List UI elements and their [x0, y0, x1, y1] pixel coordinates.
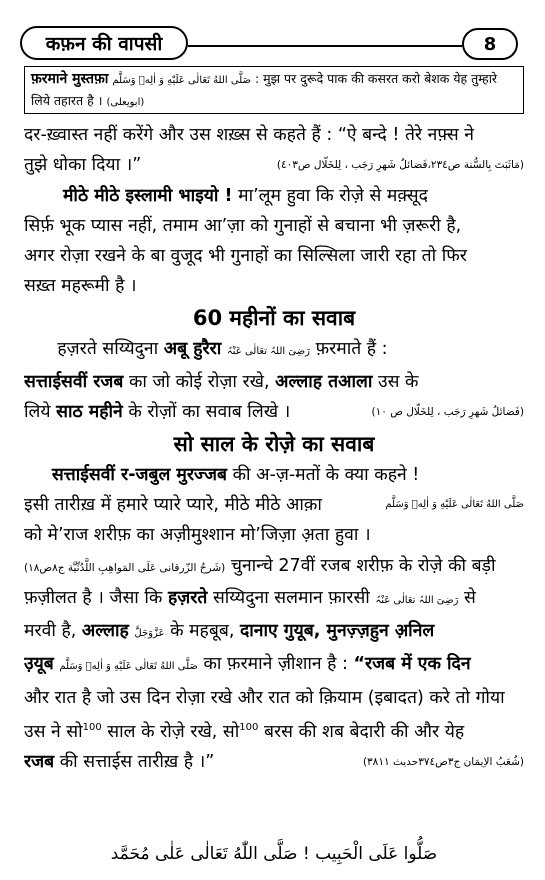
text-line — [24, 490, 524, 520]
text-line — [24, 551, 524, 583]
farmaan-source: (ابویعلی) — [106, 97, 145, 108]
text-line — [24, 367, 524, 397]
text-line: सिर्फ़ भूक प्यास नहीं, तमाम आ’ज़ा को गुनाहों से बचाना भी ज़रूरी है, — [24, 215, 462, 236]
arabic-reference: (فَضائلُ شَهرِ رَجَب ، لِلخَلّال ص ١٠) — [371, 406, 524, 419]
text-line — [24, 334, 524, 367]
section-heading-100-years: सो साल के रोज़े का सवाब — [173, 431, 375, 456]
text-line — [24, 583, 524, 616]
text-span: की अ-ज़-मतों के क्या कहने ! — [232, 464, 420, 485]
bold-phrase: अल्लाह तआला — [275, 372, 373, 393]
text-line — [24, 747, 524, 777]
arabic-reference: (مَاثَبَتَ بِالسُّنة ص۲۳٤،فَضائلُ شَهرِ رَجَب ، لِلخَلّال ص٤٠٣) — [276, 159, 524, 172]
text-span: हज़रते सय्यिदुना — [57, 338, 159, 359]
text-line: सख़्त महरूमी है । — [24, 276, 137, 297]
bold-phrase: रजब — [24, 752, 55, 773]
farmaan-text: : मुझ पर दुरूदे पाक की कसरत करो बेशक येह तुम्हारे लिये तहारत है । — [31, 71, 498, 108]
arabic-reference: (شُعَبُ الاِيمَان ج٣ص٣٧٤حديث ٣٨١١) — [362, 756, 524, 769]
bold-phrase: सत्ताईसवीं रजब — [24, 372, 124, 393]
body-text — [24, 120, 524, 777]
section-heading-60-months: 60 महीनों का सवाब — [192, 305, 356, 330]
text-line — [24, 460, 524, 490]
text-span: तुझे धोका दिया ।” — [24, 155, 142, 176]
bold-phrase: उ़यूब — [24, 654, 54, 675]
text-span: का फ़रमाने ज़ीशान है : — [203, 654, 348, 675]
text-span: बरस की शब बेदारी की और येह — [263, 721, 465, 742]
text-line — [24, 649, 524, 682]
text-line — [24, 150, 524, 180]
closing-salawat: صَلُّوا عَلَى الْحَبِيب ! صَلَّى اللّٰهُ تَعَالٰی عَلٰی مُحَمَّد — [110, 844, 438, 864]
book-title: कफ़न की वापसी — [20, 26, 188, 60]
text-span: का जो कोई रोज़ा रखे, — [128, 372, 270, 393]
text-span: साल के रोज़े रखे, सो — [107, 721, 240, 742]
text-span: से — [464, 587, 476, 608]
farmaan-heading: फ़रमाने मुस्तफ़ा — [31, 71, 109, 87]
text-line — [24, 397, 524, 427]
text-span: लिये — [24, 402, 51, 423]
bold-phrase: अबू हुरैरा — [163, 338, 222, 359]
text-line: को मे’राज शरीफ़ का अज़ीमुश्शान मो’जिज़ा अ़ता हुवा । — [24, 525, 371, 546]
bold-phrase: दानाए गुयूब, मुनज़्ज़हुन अ़निल — [239, 621, 435, 642]
text-span: उस के — [377, 372, 419, 393]
text-line — [24, 181, 524, 211]
farmaan-box — [24, 66, 524, 114]
text-line: दर-ख़्वास्त नहीं करेंगे और उस शख़्स से कहते हैं : “ऐ बन्दे ! तेरे नफ़्स ने — [24, 125, 474, 145]
bold-phrase: सत्ताईसवीं र-जबुल मुरज्जब — [51, 464, 228, 485]
text-span: की सत्ताईस तारीख़ है ।” — [59, 752, 215, 773]
bold-phrase: हज़रते — [167, 587, 208, 608]
bold-phrase: साठ महीने — [56, 402, 123, 423]
text-span: मरवी है, — [24, 621, 77, 642]
page-number: 8 — [462, 28, 518, 60]
text-span: चुनान्चे 27वीं रजब शरीफ़ के रोज़े की बड़ी — [230, 555, 496, 576]
text-span: के रोज़ों का सवाब लिखे । — [128, 402, 291, 423]
text-line — [24, 713, 524, 747]
arabic-honorific: رَضِیَ اللہُ تعَالٰی عَنْہُ — [226, 345, 310, 357]
superscript: 100 — [82, 722, 102, 734]
text-span: इसी तारीख़ में हमारे प्यारे प्यारे, मीठे मीठे आक़ा — [24, 494, 322, 515]
arabic-honorific: رَضِیَ اللہُ تعَالٰی عَنْہُ — [375, 594, 459, 606]
text-span: फ़रमाते हैं : — [315, 338, 388, 359]
bold-phrase: “रजब में एक दिन — [353, 654, 471, 675]
arabic-reference: (شَرحُ الزّرقانی عَلَی المَواهِبِ اللَّدُنِّیَّة ج۸ص۱۸) — [24, 561, 226, 574]
arabic-salawat: صَلَّى اللهُ تَعَالٰى عَلَيْهِ وَ اٰلِهٖ وَسَلَّم — [59, 661, 198, 673]
bold-phrase: अल्लाह — [81, 621, 129, 642]
header-rule — [188, 45, 462, 47]
text-line: अगर रोज़ा रखने के बा वुजूद भी गुनाहों का सिल्सिला जारी रहा तो फिर — [24, 246, 467, 267]
text-line — [24, 616, 524, 649]
text-span: सय्यिदुना सलमान फ़ारसी — [212, 587, 370, 608]
text-line: और रात है जो उस दिन रोज़ा रखे और रात को क़ियाम (इबादत) करे तो गोया — [24, 687, 505, 708]
superscript: 100 — [239, 722, 259, 734]
arabic-honorific: عَزَّوَجَلَّ — [134, 628, 165, 640]
farmaan-salawat: صَلَّى اللهُ تَعَالٰى عَلَيْهِ وَ اٰلِهٖ وَسَلَّم — [112, 75, 251, 86]
text-span: के महबूब, — [170, 621, 235, 642]
text-span: उस ने सो — [24, 721, 83, 742]
bold-phrase: मीठे मीठे इस्लामी भाइयो ! — [62, 185, 233, 206]
text-span: फ़ज़ीलत है । जैसा कि — [24, 587, 163, 608]
arabic-salawat: صَلَّى اللهُ تَعَالٰى عَلَيْهِ وَ اٰلِهٖ وَسَلَّم — [385, 498, 524, 510]
text-span: मा’लूम हुवा कि रोज़े से मक़्सूद — [238, 185, 428, 206]
